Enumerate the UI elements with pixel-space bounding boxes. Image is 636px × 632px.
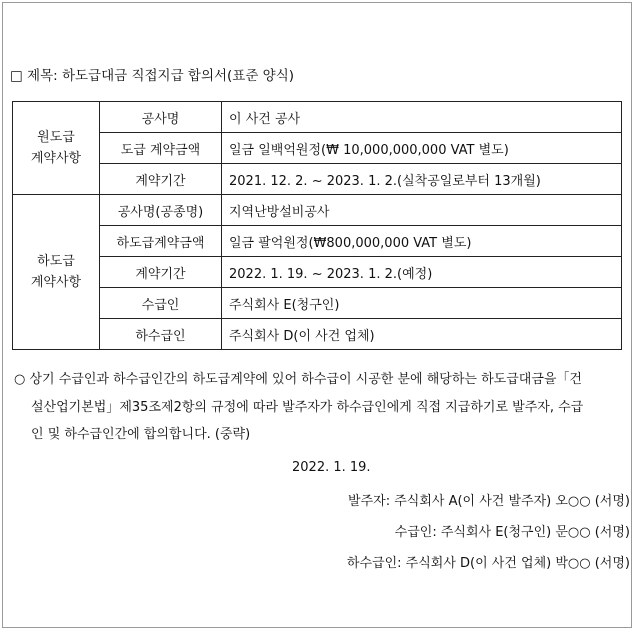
row-label: 수급인 bbox=[100, 288, 222, 319]
sub-contract-group-label: 하도급 계약사항 bbox=[13, 195, 100, 350]
row-value: 이 사건 공사 bbox=[222, 102, 622, 133]
row-label: 공사명 bbox=[100, 102, 222, 133]
row-value: 주식회사 D(이 사건 업체) bbox=[222, 319, 622, 350]
table-row bbox=[13, 164, 622, 195]
row-label: 하도급계약금액 bbox=[100, 226, 222, 257]
row-value: 주식회사 E(청구인) bbox=[222, 288, 622, 319]
contract-table bbox=[12, 101, 622, 350]
row-value: 일금 팔억원정(₩800,000,000 VAT 별도) bbox=[222, 226, 622, 257]
signature-contractor: 수급인: 주식회사 E(청구인) 문○○ (서명) bbox=[394, 525, 630, 540]
row-value: 지역난방설비공사 bbox=[222, 195, 622, 226]
original-contract-group-label: 원도급 계약사항 bbox=[13, 102, 100, 195]
agreement-date: 2022. 1. 19. bbox=[292, 460, 371, 475]
row-label: 계약기간 bbox=[100, 257, 222, 288]
row-value: 일금 일백억원정(₩ 10,000,000,000 VAT 별도) bbox=[222, 133, 622, 164]
table-row bbox=[13, 226, 622, 257]
row-label: 공사명(공종명) bbox=[100, 195, 222, 226]
table-row bbox=[13, 319, 622, 350]
document-title: □ 제목: 하도급대금 직접지급 합의서(표준 양식) bbox=[10, 68, 295, 84]
table-row bbox=[13, 133, 622, 164]
table-row bbox=[13, 257, 622, 288]
row-value: 2021. 12. 2. ~ 2023. 1. 2.(실착공일로부터 13개월) bbox=[222, 164, 622, 195]
row-label: 계약기간 bbox=[100, 164, 222, 195]
row-value: 2022. 1. 19. ~ 2023. 1. 2.(예정) bbox=[222, 257, 622, 288]
paragraph-line: 인 및 하수급인간에 합의합니다. (중략) bbox=[31, 427, 251, 442]
agreement-paragraph bbox=[14, 366, 628, 449]
table-row bbox=[13, 288, 622, 319]
table-row bbox=[13, 195, 622, 226]
row-label: 하수급인 bbox=[100, 319, 222, 350]
signature-subcontractor: 하수급인: 주식회사 D(이 사건 업체) 박○○ (서명) bbox=[346, 556, 630, 571]
row-label: 도급 계약금액 bbox=[100, 133, 222, 164]
table-row bbox=[13, 102, 622, 133]
signature-orderer: 발주자: 주식회사 A(이 사건 발주자) 오○○ (서명) bbox=[348, 494, 630, 509]
paragraph-line: 설산업기본법」제35조제2항의 규정에 따라 발주자가 하수급인에게 직접 지급하기로 발주자, 수급 bbox=[31, 399, 584, 415]
paragraph-line: ○ 상기 수급인과 하수급인간의 하도급계약에 있어 하수급이 시공한 분에 해당하는 하도급대금을「건 bbox=[14, 372, 582, 387]
